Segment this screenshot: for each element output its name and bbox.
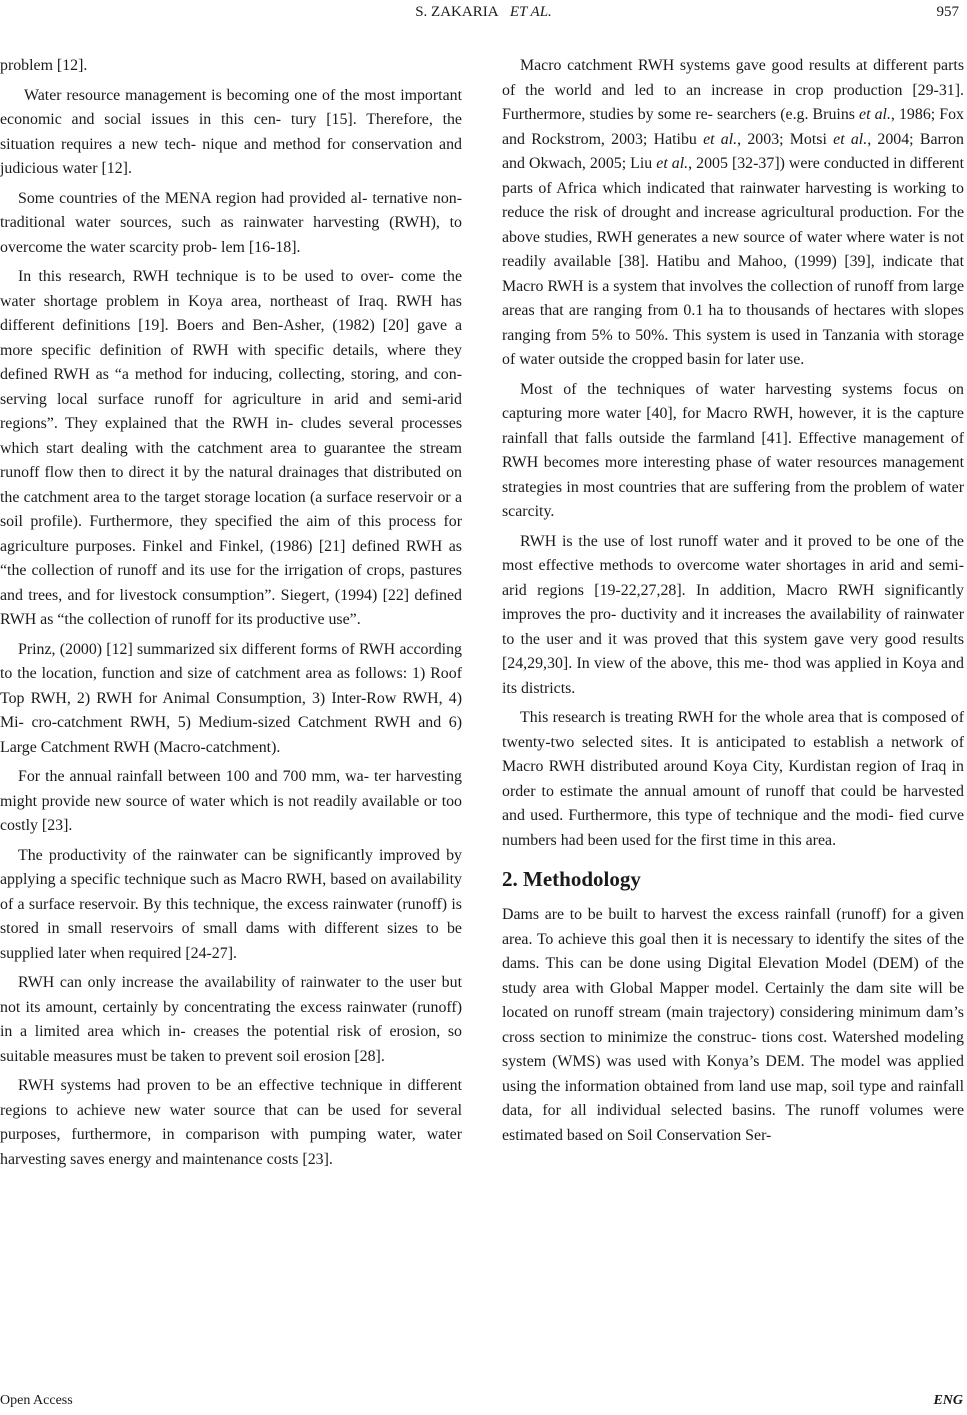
paragraph: Some countries of the MENA region had provided al- ternative non-traditional water sources, such as rainwater harvesting (RWH), to overcome the water scarcity prob- lem [16-18]. — [0, 189, 462, 256]
paragraph: The productivity of the rainwater can be significantly improved by applying a specific technique such as Macro RWH, based on availability of a surface reservoir. By this technique, the excess rainwater (runoff) is stored in small reservoirs of small dams with different sizes to be supplied later when required [24-27]. — [0, 846, 462, 962]
paragraph: RWH is the use of lost runoff water and it proved to be one of the most effective methods to overcome water shortages in arid and semi-arid regions [19-22,27,28]. In addition, Macro RWH significantly improves the pro- ductivity and it increases the availability of rainwater to the user and it was proved that this system gave very good results [24,29,30]. In view of the above, this me- thod was applied in Koya and its districts. — [502, 532, 964, 697]
paragraph — [502, 54, 964, 373]
italic-etal: et al. — [703, 130, 738, 148]
paragraph: Prinz, (2000) [12] summarized six different forms of RWH according to the location, function and size of catchment area as follows: 1) Roof Top RWH, 2) RWH for Animal Consumption, 3) Inter-Row RWH, 4) Mi- cro-catchment RWH, 5) Medium-sized Catchment RWH and 6) Large Catchment RWH (Macro-catchment). — [0, 640, 462, 756]
section-heading: 2. Methodology — [502, 867, 641, 891]
right-column — [502, 54, 964, 1153]
paragraph: Dams are to be built to harvest the excess rainfall (runoff) for a given area. To achieve this goal then it is necessary to identify the sites of the dams. This can be done using Digital Elevation Model (DEM) of the study area with Global Mapper model. Certainly the dam site will be located on runoff stream (main trajectory) considering minimum dam’s cross section to minimize the construc- tions cost. Watershed modeling system (WMS) was used with Konya’s DEM. The model was applied using the information obtained from land use map, soil type and rainfall data, for all individual selected basins. The runoff volumes were estimated based on Soil Conservation Ser- — [502, 906, 964, 1144]
paragraph: This research is treating RWH for the whole area that is composed of twenty-two selected sites. It is anticipated to establish a network of Macro RWH distributed around Koya City, Kurdistan region of Iraq in order to estimate the annual amount of runoff that could be harvested and used. Furthermore, this type of technique and the modi- fied curve numbers had been used for the first time in this area. — [502, 709, 964, 849]
italic-etal: et al. — [656, 155, 689, 172]
paragraph: In this research, RWH technique is to be used to over- come the water shortage problem in Koya area, northeast of Iraq. RWH has different definitions [19]. Boers and Ben-Asher, (1982) [20] gave a more specific definition of RWH with specific details, where they defined RWH as “a method for inducing, collecting, storing, and con- serving local surface runoff for agriculture in arid and semi-arid regions”. They explained that the RWH in- cludes several processes which start dealing with the catchment area to guarantee the stream runoff flow then to direct it by the natural drainages that distributed on the catchment area to the target storage location (a surface reservoir or a soil profile). Furthermore, they specified the aim of this process for agriculture purposes. Finkel and Finkel, (1986) [21] defined RWH as “the collection of runoff and its use for the irrigation of crops, pastures and trees, and for livestock consumption”. Siegert, (1994) [22] defined RWH as “the collection of runoff for its productive use”. — [0, 268, 462, 628]
running-head-etal: ET AL. — [509, 4, 552, 20]
paragraph: RWH can only increase the availability of rainwater to the user but not its amount, certainly by concentrating the excess rainwater (runoff) in a limited area which in- creases the potential risk of erosion, so suitable measures must be taken to prevent soil erosion [28]. — [0, 974, 462, 1065]
page-header — [0, 0, 967, 24]
paragraph: problem [12]. — [0, 57, 88, 74]
left-column — [0, 54, 462, 1177]
paragraph: Most of the techniques of water harvesting systems focus on capturing more water [40], for Macro RWH, however, it is the capture rainfall that falls outside the farmland [41]. Effective management of RWH becomes more interesting phase of water resources management strategies in most countries that are suffering from the problem of water scarcity. — [502, 380, 964, 520]
running-head-authors: S. ZAKARIA — [415, 4, 499, 20]
text-span: , 2005 [32-37]) were conducted in different parts of Africa which indicated that rainwater harvesting is working to reduce the risk of drought and increase agricultural production. For the above studies, RWH generates a new source of water where water is not readily available [38]. Hatibu and Mahoo, (1999) [39], indicate that Macro RWH is a system that involves the collection of runoff from large areas that are ranging from 0.1 ha to thousands of hectares with slopes ranging from 5% to 50%. This system is used in Tanzania with storage of water outside the cropped basin for later use. — [502, 155, 964, 368]
text-span: Macro catchment RWH systems gave good results at different parts of the world and led to an increase in crop production [29-31]. Furthermore, studies by some re- searchers (e.g. Bruins — [502, 57, 964, 123]
text-span: , 1986; Fox and Rockstrom, 2003; Hatibu — [502, 106, 964, 148]
footer-open-access: Open Access — [0, 1393, 73, 1408]
paragraph: RWH systems had proven to be an effective technique in different regions to achieve new water source that can be used for several purposes, furthermore, in comparison with pumping water, water harvesting saves energy and maintenance costs [23]. — [0, 1077, 462, 1168]
paragraph: For the annual rainfall between 100 and 700 mm, wa- ter harvesting might provide new source of water which is not readily available or too costly [23]. — [0, 768, 462, 834]
italic-etal: et al. — [833, 130, 868, 148]
paragraph: Water resource management is becoming one of the most important economic and social issues in this cen- tury [15]. Therefore, the situation requires a new tech- nique and method for conservation and judicious water [12]. — [0, 86, 462, 177]
running-head — [0, 0, 967, 24]
italic-etal: et al. — [859, 106, 891, 123]
text-span: , 2003; Motsi — [737, 130, 834, 148]
page-number: 957 — [936, 4, 959, 20]
footer-journal: ENG — [933, 1393, 963, 1408]
text-span: , 2004; Barron and Okwach, 2005; Liu — [502, 130, 964, 172]
page-footer — [0, 1390, 967, 1412]
